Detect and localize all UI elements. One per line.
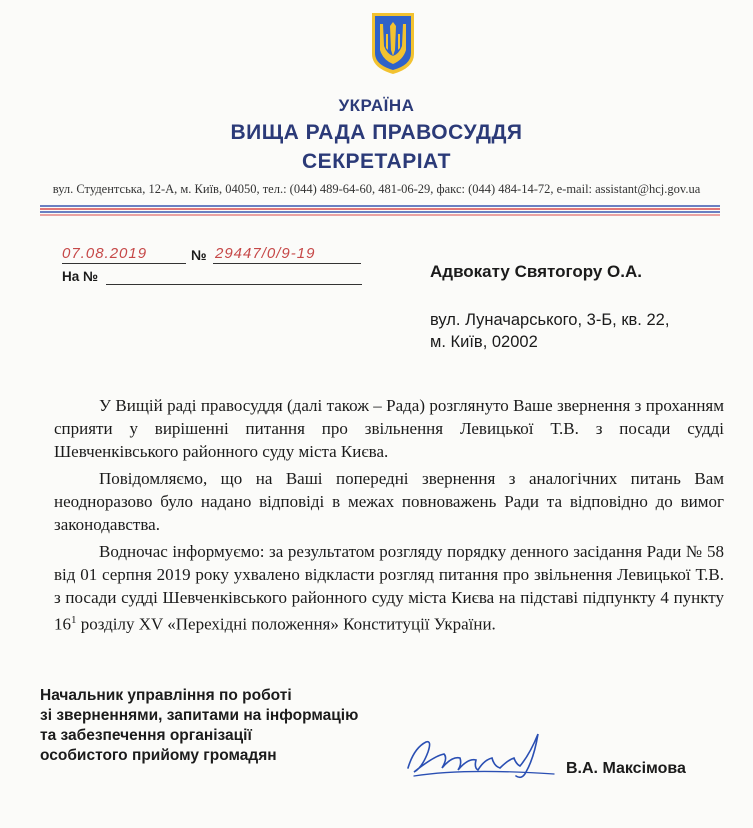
handwritten-signature <box>404 728 564 788</box>
trident-emblem-icon <box>369 10 417 76</box>
number-prefix: № <box>191 247 207 263</box>
signer-title <box>40 686 358 766</box>
reference-underline <box>106 284 362 285</box>
signer-title-line1: Начальник управління по роботі <box>40 687 292 704</box>
registration-date: 07.08.2019 <box>62 245 148 262</box>
country-name: УКРАЇНА <box>338 96 415 115</box>
superscript-one: 1 <box>71 614 77 626</box>
body-paragraph-1: У Вищій раді правосуддя (далі також – Рада) розглянуто Ваше звернення з проханням сприяти у вирішенні питання про звільнення Левицької Т.В. з посади судді Шевченківського районного суду міста Києва. <box>54 396 724 461</box>
contact-info: вул. Студентська, 12-А, м. Київ, 04050, тел.: (044) 489-64-60, 481-06-29, факс: (044) 484-14-72, e-mail: assistant@hcj.gov.ua <box>52 182 701 196</box>
signer-title-line2: зі зверненнями, запитами на інформацію <box>40 707 359 724</box>
registration-line <box>62 245 362 263</box>
signer-title-line3: та забезпечення організації <box>40 727 252 744</box>
paragraph-3-text-end: розділу XV «Перехідні положення» Конституції України. <box>76 614 496 634</box>
signer-name: В.А. Максімова <box>566 760 686 777</box>
body-paragraph-2: Повідомляємо, що на Ваші попередні звернення з аналогічних питань Вам неодноразово було надано відповіді в межах повноважень Ради та відповідно до вимог законодавства. <box>54 469 724 534</box>
organization-name: ВИЩА РАДА ПРАВОСУДДЯ <box>230 121 523 144</box>
header-stripes <box>40 204 720 216</box>
registration-number: 29447/0/9-19 <box>215 245 316 262</box>
letter-body <box>54 394 724 640</box>
reference-label: На № <box>62 269 99 284</box>
department-name: СЕКРЕТАРІАТ <box>302 150 451 173</box>
paragraph-3-text: Водночас інформуємо: за результатом розгляду порядку денного засідання Ради № 58 від 01 серпня 2019 року ухвалено відкласти розгляд питання про звільнення Левицької Т.В. з посади судді Шевченківського районного суду міста Києва на підставі підпункту 4 пункту 16 <box>54 542 724 634</box>
recipient-address-line2: м. Київ, 02002 <box>430 333 538 351</box>
body-paragraph-3 <box>54 540 724 636</box>
signer-title-line4: особистого прийому громадян <box>40 747 277 764</box>
recipient-name: Адвокату Святогору О.А. <box>430 262 643 281</box>
number-underline <box>213 263 361 264</box>
recipient-address-line1: вул. Луначарського, 3-Б, кв. 22, <box>430 311 670 329</box>
date-underline <box>62 263 186 264</box>
